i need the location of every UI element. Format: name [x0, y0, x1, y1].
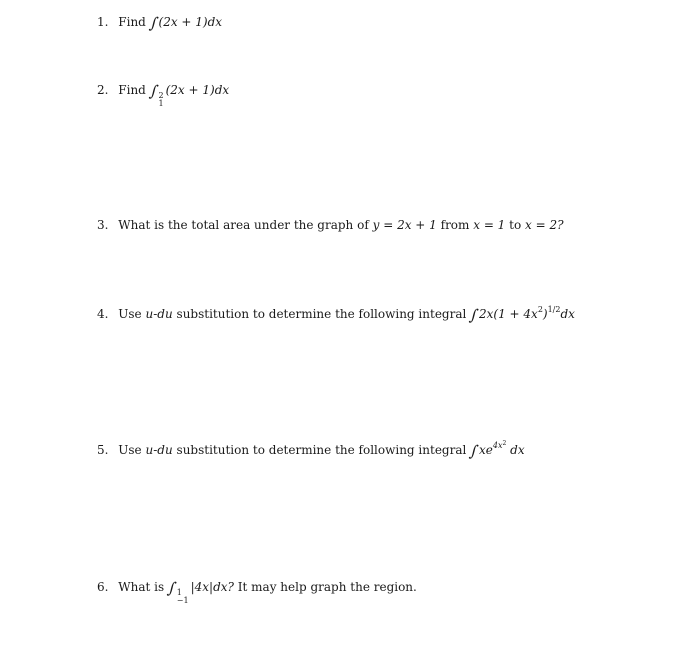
- upper-limit: 1: [176, 588, 182, 597]
- du-var: du: [157, 443, 173, 457]
- dx: dx: [510, 443, 525, 457]
- problem-tail: substitution to determine the following integral: [176, 307, 467, 321]
- problem-4: [97, 306, 575, 323]
- problem-number: 6.: [97, 580, 109, 594]
- power-exponent: 1/2: [547, 305, 561, 314]
- problem-tail: It may help graph the region.: [237, 580, 417, 594]
- integrand-b: ): [542, 307, 548, 321]
- integrand: (2x + 1)dx: [158, 15, 223, 29]
- problem-1: [97, 14, 222, 31]
- integrand-a: 2x(1 + 4x: [479, 307, 538, 321]
- integral-sign-icon: ∫: [468, 306, 480, 324]
- dash: -: [153, 443, 158, 457]
- upper-limit: 2: [158, 91, 164, 100]
- integral-sign-icon: ∫: [166, 579, 178, 597]
- problem-lead: What is the total area under the graph of: [118, 218, 369, 232]
- power-square: 2: [502, 440, 507, 447]
- end-bound: x = 2?: [525, 218, 564, 232]
- lower-limit: 1: [158, 99, 164, 108]
- problem-lead: Use: [118, 443, 142, 457]
- dash: -: [153, 307, 158, 321]
- problem-6: [97, 579, 417, 605]
- dx: dx: [560, 307, 575, 321]
- u-var: u: [145, 443, 154, 457]
- problem-number: 2.: [97, 83, 109, 97]
- equation: y = 2x + 1: [372, 218, 437, 232]
- du-var: du: [157, 307, 173, 321]
- integral-limits: [177, 589, 189, 605]
- problem-number: 4.: [97, 307, 109, 321]
- square-exponent: 2: [537, 305, 543, 314]
- problem-number: 1.: [97, 15, 109, 29]
- from-word: from: [440, 218, 470, 232]
- integral-sign-icon: ∫: [468, 442, 480, 460]
- power-base: 4x: [492, 441, 503, 450]
- integrand-a: xe: [479, 443, 493, 457]
- integral-sign-icon: ∫: [147, 14, 160, 32]
- u-var: u: [145, 307, 154, 321]
- problem-lead: What is: [118, 580, 165, 594]
- problem-number: 3.: [97, 218, 109, 232]
- to-word: to: [509, 218, 522, 232]
- integral-sign-icon: ∫: [147, 82, 160, 100]
- lower-limit: −1: [176, 596, 189, 605]
- problem-5: [97, 442, 525, 459]
- problem-lead: Find: [118, 83, 146, 97]
- power-exponent: [493, 441, 506, 450]
- integral-limits: [159, 92, 164, 108]
- start-bound: x = 1: [473, 218, 506, 232]
- integrand: (2x + 1)dx: [165, 83, 230, 97]
- problem-tail: substitution to determine the following integral: [176, 443, 467, 457]
- problem-2: [97, 82, 229, 108]
- problem-lead: Find: [118, 15, 146, 29]
- problem-number: 5.: [97, 443, 109, 457]
- problem-3: [97, 217, 564, 233]
- problem-lead: Use: [118, 307, 142, 321]
- integrand: |4x|dx?: [190, 580, 234, 594]
